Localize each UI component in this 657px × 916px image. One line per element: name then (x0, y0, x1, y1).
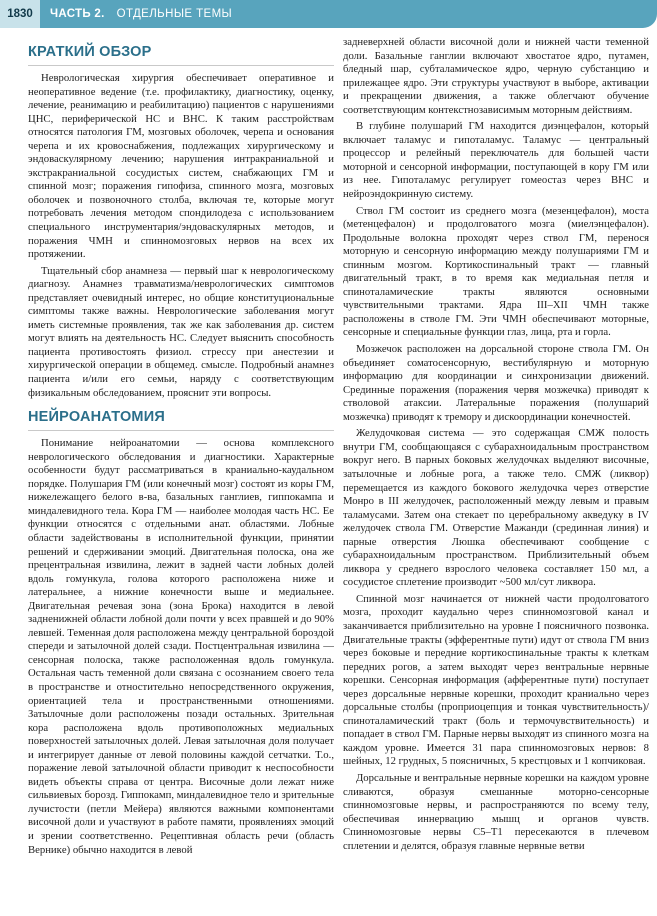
paragraph: Желудочковая система — это содержащая СМЖ полость внутри ГМ, сообщающаяся с субарахноидальным пространством вокруг него. В парных боковых желудочках выделяют височные, затылочные и лобные рога, а также тело. СМЖ (ликвор) перемещается из каждого бокового желудочка через отверстие Монро в III желудочек, расположенный между левым и правым таламусами. Затем она стекает по церебральному акведуку в IV желудочек ствола ГМ. Отверстие Мажанди (срединная линия) и парные отверстия Люшка обеспечивают сообщение с субарахноидальным пространством. Приблизительный объем ликвора у среднего взрослого человека составляет 150 мл, а сосудистое сплетение производит ~500 мл/сут ликвора. (343, 427, 649, 589)
heading-divider (28, 430, 334, 431)
page-number: 1830 (0, 0, 40, 28)
paragraph: Дорсальные и вентральные нервные корешки на каждом уровне сливаются, образуя смешанные моторно-сенсорные спинномозговые нервы, и распространяются по всему телу, обеспечивая иннервацию мышц и органов чувств. Спинномозговые нервы C5–T1 пересекаются в плечевом сплетении и делятся, образуя главные нервные ветви (343, 771, 649, 852)
page-header (0, 0, 657, 28)
paragraph: Спинной мозг начинается от нижней части продолговатого мозга, проходит каудально через спинномозговой канал и заканчивается приблизительно на уровне I поясничного позвонка. Двигательные тракты (эфферентные пути) идут от ствола ГМ вниз через боковые и передние кортикоспинальные тракты к клеткам передних рогов, а затем выходят через вентральные нервные корешки. Сенсорная информация (афферентные пути) поступает через дорсальные нервные корешки, проходит краниально через дорсальные столбы (проприоцепция и тонкая чувствительность)/спиноталамический тракт (боль и термочувствительность) и попадает в ствол ГМ. Парные нервы выходят из спинного мозга на каждом уровне. Имеется 31 пара спинномозговых нервов: 8 шейных, 12 грудных, 5 поясничных, 5 крестцовых и 1 копчиковая. (343, 592, 649, 768)
paragraph: В глубине полушарий ГМ находится диэнцефалон, который включает таламус и гипоталамус. Таламус — центральный процессор и релейный переключатель для большей части моторной и сенсорной информации, поступающей в кору ГМ или из нее. Гипоталамус регулирует гомеостаз через ВНС и нейроэндокринную систему. (343, 120, 649, 201)
right-column (343, 36, 649, 910)
section-heading-overview: КРАТКИЙ ОБЗОР (28, 44, 152, 60)
paragraph: задневерхней области височной доли и нижней части теменной доли. Базальные ганглии включают хвостатое ядро, путамен, бледный шар, субталамическое ядро, черную субстанцию и прилежащее ядро. Эти структуры участвуют в выборе, активации и прекращении движения, а также облегчают обучение соответствующим контекстнозависимым моторным действиям. (343, 36, 649, 116)
paragraph: Неврологическая хирургия обеспечивает оперативное и неоперативное ведение (т.е. профилактику, диагностику, оценку, лечение, реанимацию и реабилитацию) пациентов с нарушениями ЦНС, периферической НС и ВНС. К таким расстройствам относятся патология ГМ, мозговых оболочек, черепа и основания черепа и их кровоснабжения, подлежащих хирургическому и эндоваскулярному лечению; нарушения интракраниальной и экстракраниальной сосудистых систем, снабжающих ГМ и спинной мозг; поражения гипофиза, спинного мозга, мозговых оболочек и позвоночного столба, включая те, которые могут потребовать лечения методом спондилодеза с использованием специального инструментария/эндоваскулярных методов, и поражения ЧМН и спинномозговых нервов на всех их протяжении. (28, 72, 334, 261)
part-label: ЧАСТЬ 2. (50, 8, 105, 20)
left-column (28, 36, 334, 910)
paragraph: Понимание нейроанатомии — основа комплексного неврологического обследования и диагностики. Характерные особенности будут рассматриваться в краниально-каудальном порядке. Полушария ГМ (или конечный мозг) состоят из коры ГМ, нижележащего белого в-ва, базальных ганглиев, гиппокампа и миндалевидного тела. Кора ГМ — наиболее молодая часть НС. Ее функции относятся с отдельными анат. областями. Лобные области задействованы в исполнительной функции, принятии решений и сдерживании эмоций. Двигательная полоска, она же прецентральная извилина, лежит в задней части лобных долей вдоль гомункула, голова которого расположена ниже и латеральнее, а нижние конечности выше и медиальнее. Двигательная речевая зона (зона Брока) находится в левой задненижней области лобной доли почти у всех правшей и до 90% левшей. Теменная доля расположена между центральной бороздой спереди и затылочной долей сзади. Постцентральная извилина — сенсорная полоска, также расположенная вдоль гомункула. Остальная часть теменной доли связана с осознанием своего тела в пространстве и отностительно непосредственного окружения, ориентацией тела и пространственными отношениями. Затылочные доли расположены позади остальных. Зрительная кора расположена вдоль противоположных медиальных поверхностей затылочных долей. Левая затылочная доля получает и интегрирует данные от левой половины каждой сетчатки. Т.о., поражение левой затылочной области приводит к неспособности видеть объекты справа от центра. Височные доли лежат ниже сильвиевых борозд. Гиппокамп, миндалевидное тело и зрительные лучистости (петли Мейера) являются важными компонентами височной доли и участвуют в работе памяти, проявлениях эмоций и зрении соответственно. Рецептивная область речи (область Верникe) обычно находится в левой (28, 437, 334, 856)
topic-label: ОТДЕЛЬНЫЕ ТЕМЫ (116, 8, 233, 20)
heading-divider (28, 65, 334, 66)
running-header-bar (40, 0, 657, 28)
paragraph: Мозжечок расположен на дорсальной стороне ствола ГМ. Он объединяет соматосенсорную, вестибулярную и моторную информацию для координации и синхронизации движений. Срединные поражения (поражения червя мозжечка) приводят к стволовой атаксии. Латеральные поражения (полушарий мозжечка) приводят к тремору и дискоординации конечностей. (343, 343, 649, 423)
paragraph: Тщательный сбор анамнеза — первый шаг к неврологическому диагнозу. Анамнез травматизма/неврологических симптомов представляет очевидный интерес, но общие конституциональные симптомы также важны. Неврологические заболевания могут иметь системные проявления, так же как заболевания др. систем могут влиять на деятельность НС. Следует выяснить способность пациента противостоять физиол. стрессу при анестезии и хирургической операции в общемед. смысле. Подробный анамнез пациента и/или его семьи, наряду с соответствующим физикальным обследованием, прояснит эти вопросы. (28, 264, 334, 399)
section-heading-neuroanatomy: НЕЙРОАНАТОМИЯ (28, 409, 165, 426)
paragraph: Ствол ГМ состоит из среднего мозга (мезенцефалон), моста (метенцефалон) и продолговатого мозга (миелэнцефалон). Продольные волокна проходят через ствол ГМ, перенося моторную и сенсорную информацию между полушариями ГМ и спинным мозгом. Кортикоспинальный тракт — главный двигательный тракт, в то время как медиальная петля и спиноталамические тракты являются основными чувствительными трактами. Ядра III–XII ЧМН также расположены в стволе ГМ. Эти ЧМН обеспечивают моторные, сенсорные и специальные функции глаз, лица, рта и горла. (343, 204, 649, 339)
